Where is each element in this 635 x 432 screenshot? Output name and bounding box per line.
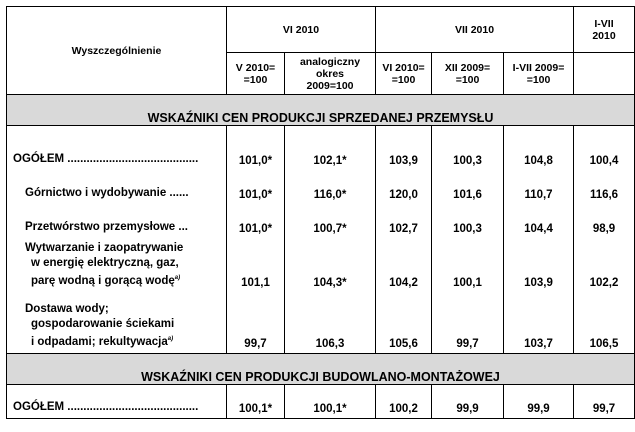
table-row — [7, 204, 635, 238]
header-sub-0: V 2010= =100 — [227, 53, 285, 95]
value-cell: 101,6 — [432, 170, 504, 204]
row-label-line: gospodarowanie ściekami — [31, 318, 175, 331]
header-group-ivii: I-VII 2010 — [574, 7, 635, 53]
row-label-line: Przetwórstwo przemysłowe ... — [25, 220, 188, 233]
header-group-vi: VI 2010 — [227, 7, 376, 53]
value-cell: 103,7 — [504, 292, 574, 354]
row-label-line: Wytwarzanie i zaopatrywanie — [25, 241, 184, 254]
value-cell: 104,4 — [504, 204, 574, 238]
row-label — [7, 170, 227, 204]
value-cell: 116,6 — [574, 170, 635, 204]
value-cell: 100,1 — [432, 238, 504, 292]
row-label-line: Górnictwo i wydobywanie ...... — [25, 186, 189, 199]
row-label — [7, 126, 227, 170]
value-cell: 104,2 — [376, 238, 432, 292]
value-cell: 100,1* — [227, 385, 285, 419]
table-row — [7, 292, 635, 354]
value-cell: 99,7 — [227, 292, 285, 354]
header-sub-3: XII 2009= =100 — [432, 53, 504, 95]
row-label — [7, 292, 227, 354]
section-title: WSKAŹNIKI CEN PRODUKCJI BUDOWLANO-MONTAŻOWEJ — [7, 354, 635, 385]
table-row — [7, 170, 635, 204]
value-cell: 104,8 — [504, 126, 574, 170]
value-cell: 100,3 — [432, 126, 504, 170]
row-label — [7, 238, 227, 292]
value-cell: 99,9 — [504, 385, 574, 419]
header-group-vii: VII 2010 — [376, 7, 574, 53]
price-index-table — [6, 6, 635, 419]
footnote-marker: a) — [167, 336, 174, 343]
table-row — [7, 126, 635, 170]
value-cell: 116,0* — [285, 170, 376, 204]
section-header — [7, 95, 635, 126]
value-cell: 100,1* — [285, 385, 376, 419]
row-label-line: parę wodną i gorącą wodę — [31, 274, 175, 287]
value-cell: 99,7 — [432, 292, 504, 354]
value-cell: 100,4 — [574, 126, 635, 170]
value-cell: 101,0* — [227, 170, 285, 204]
value-cell: 120,0 — [376, 170, 432, 204]
header-row-label: Wyszczególnienie — [7, 7, 227, 95]
value-cell: 100,7* — [285, 204, 376, 238]
section-header — [7, 354, 635, 385]
value-cell: 101,0* — [227, 204, 285, 238]
row-label-line: OGÓŁEM ......................................... — [13, 152, 199, 165]
row-label — [7, 385, 227, 419]
row-label-line: Dostawa wody; — [25, 303, 109, 316]
header-sub-4: I-VII 2009= =100 — [504, 53, 574, 95]
row-label-line: w energię elektryczną, gaz, — [31, 256, 179, 269]
value-cell: 106,5 — [574, 292, 635, 354]
header-sub-2: VI 2010= =100 — [376, 53, 432, 95]
value-cell: 103,9 — [376, 126, 432, 170]
value-cell: 106,3 — [285, 292, 376, 354]
value-cell: 105,6 — [376, 292, 432, 354]
table-row — [7, 238, 635, 292]
value-cell: 104,3* — [285, 238, 376, 292]
value-cell: 100,3 — [432, 204, 504, 238]
row-label-line: OGÓŁEM ......................................... — [13, 401, 199, 413]
row-label — [7, 204, 227, 238]
value-cell: 102,7 — [376, 204, 432, 238]
value-cell: 100,2 — [376, 385, 432, 419]
header-sub-1: analogiczny okres 2009=100 — [285, 53, 376, 95]
row-label-line: i odpadami; rekultywacja — [31, 336, 168, 348]
value-cell: 101,0* — [227, 126, 285, 170]
value-cell: 99,7 — [574, 385, 635, 419]
value-cell: 101,1 — [227, 238, 285, 292]
section-title: WSKAŹNIKI CEN PRODUKCJI SPRZEDANEJ PRZEMYSŁU — [7, 95, 635, 126]
value-cell: 99,9 — [432, 385, 504, 419]
table-row — [7, 385, 635, 419]
value-cell: 103,9 — [504, 238, 574, 292]
footnote-marker: a) — [174, 274, 181, 281]
value-cell: 102,2 — [574, 238, 635, 292]
value-cell: 110,7 — [504, 170, 574, 204]
value-cell: 102,1* — [285, 126, 376, 170]
value-cell: 98,9 — [574, 204, 635, 238]
